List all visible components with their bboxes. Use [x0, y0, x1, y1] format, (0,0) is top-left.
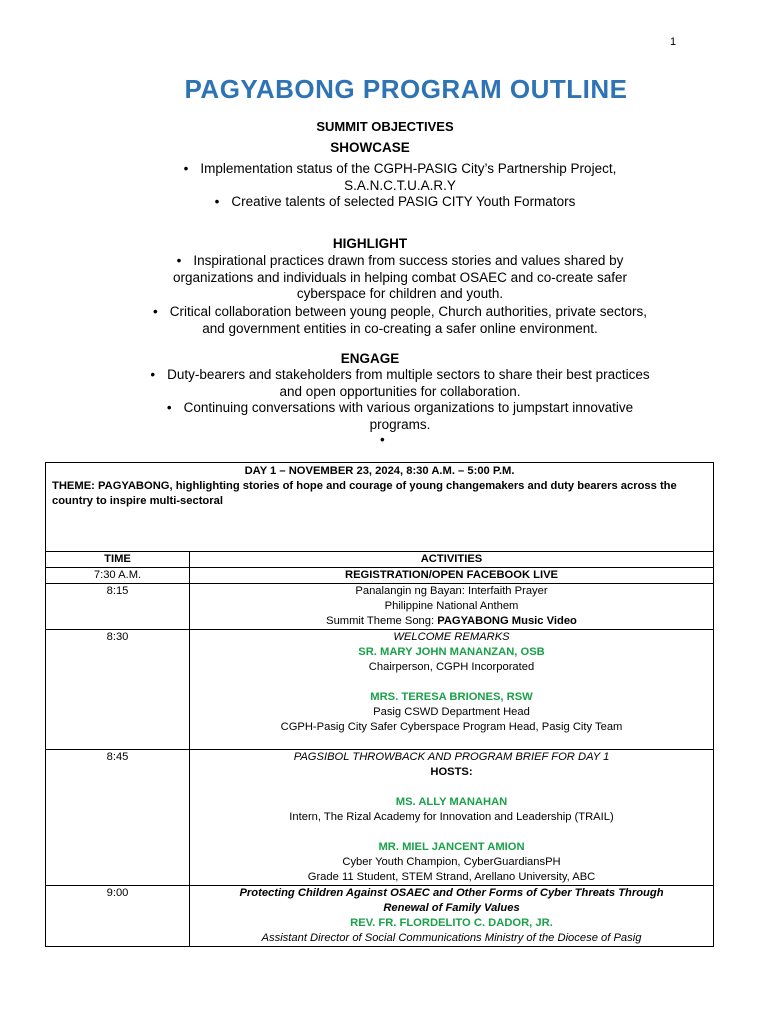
highlight-item-1: • Inspirational practices drawn from success stories and values shared by organizations and individuals in helping combat OSAEC and co-create safer cyberspace for children and youth.: [172, 253, 627, 301]
schedule-table: [45, 462, 714, 947]
empty-bullet-icon: •: [380, 432, 385, 447]
time-column-header: TIME: [46, 552, 190, 568]
speaker-name: MRS. TERESA BRIONES, RSW: [370, 691, 533, 703]
bullet-icon: •: [153, 304, 158, 319]
activity-cell: [190, 886, 714, 947]
row-time: 8:15: [46, 584, 190, 630]
speaker-name: MS. ALLY MANAHAN: [395, 796, 508, 808]
showcase-item-2: • Creative talents of selected PASIG CITY Youth Formators: [214, 194, 576, 209]
speaker-role: Intern, The Rizal Academy for Innovation and Leadership (TRAIL): [289, 811, 614, 823]
showcase-item-1: • Implementation status of the CGPH-PASIG City’s Partnership Project, S.A.N.C.T.U.A.R.Y: [183, 161, 617, 193]
bullet-icon: •: [150, 367, 156, 382]
speaker-role: Cyber Youth Champion, CyberGuardiansPH: [342, 856, 561, 868]
activity-cell: [190, 750, 714, 886]
activity-title: Renewal of Family Values: [383, 902, 520, 914]
table-row: [46, 584, 714, 630]
engage-item-2: • Continuing conversations with various organizations to jumpstart innovative programs.: [166, 400, 634, 432]
speaker-name: MR. MIEL JANCENT AMION: [378, 841, 525, 853]
activities-column-header: ACTIVITIES: [190, 552, 714, 568]
bullet-icon: •: [176, 253, 182, 268]
activity-cell: [190, 584, 714, 630]
table-row: [46, 568, 714, 584]
speaker-name: SR. MARY JOHN MANANZAN, OSB: [358, 646, 545, 658]
bullet-icon: •: [214, 194, 220, 209]
activity-text: REGISTRATION/OPEN FACEBOOK LIVE: [190, 568, 714, 584]
table-row: [46, 886, 714, 947]
activity-text: Summit Theme Song: PAGYABONG Music Video: [326, 615, 577, 627]
speaker-role: Pasig CSWD Department Head: [373, 706, 530, 718]
engage-item-1: • Duty-bearers and stakeholders from multiple sectors to share their best practices and open opportunities for collaboration.: [150, 367, 650, 399]
activity-cell: [190, 630, 714, 750]
row-time: 8:45: [46, 750, 190, 886]
theme-text: THEME: PAGYABONG, highlighting stories of hope and courage of young changemakers and duty bearers across the country to inspire multi-sectoral: [52, 480, 677, 507]
bullet-icon: •: [183, 161, 189, 176]
row-time: 8:30: [46, 630, 190, 750]
activity-title: WELCOME REMARKS: [393, 631, 510, 643]
highlight-heading: HIGHLIGHT: [332, 236, 408, 251]
speaker-name: REV. FR. FLORDELITO C. DADOR, JR.: [350, 917, 553, 929]
activity-title: Protecting Children Against OSAEC and Other Forms of Cyber Threats Through: [239, 887, 664, 899]
table-header-row: [46, 552, 714, 568]
engage-heading: ENGAGE: [340, 351, 400, 366]
row-time: 9:00: [46, 886, 190, 947]
table-row: [46, 630, 714, 750]
day-title: DAY 1 – NOVEMBER 23, 2024, 8:30 A.M. – 5:00 P.M.: [244, 465, 515, 477]
speaker-role: Grade 11 Student, STEM Strand, Arellano University, ABC: [307, 871, 596, 883]
speaker-role: Chairperson, CGPH Incorporated: [368, 661, 535, 673]
speaker-role: Assistant Director of Social Communications Ministry of the Diocese of Pasig: [261, 932, 642, 944]
bullet-icon: •: [166, 400, 172, 415]
activity-title: PAGSIBOL THROWBACK AND PROGRAM BRIEF FOR DAY 1: [293, 751, 610, 763]
page-number: 1: [670, 36, 677, 48]
page-title: PAGYABONG PROGRAM OUTLINE: [184, 74, 628, 104]
hosts-label: HOSTS:: [430, 766, 473, 778]
showcase-heading: SHOWCASE: [330, 140, 410, 155]
day-header-cell: [46, 463, 714, 552]
table-row: [46, 750, 714, 886]
objectives-heading: SUMMIT OBJECTIVES: [316, 119, 454, 134]
activity-text: Philippine National Anthem: [384, 600, 519, 612]
speaker-role: CGPH-Pasig City Safer Cyberspace Program Head, Pasig City Team: [280, 721, 623, 733]
activity-text: Panalangin ng Bayan: Interfaith Prayer: [355, 585, 548, 597]
row-time: 7:30 A.M.: [46, 568, 190, 584]
highlight-item-2: • Critical collaboration between young people, Church authorities, private sectors, and government entities in co-creating a safer online environment.: [153, 304, 647, 336]
